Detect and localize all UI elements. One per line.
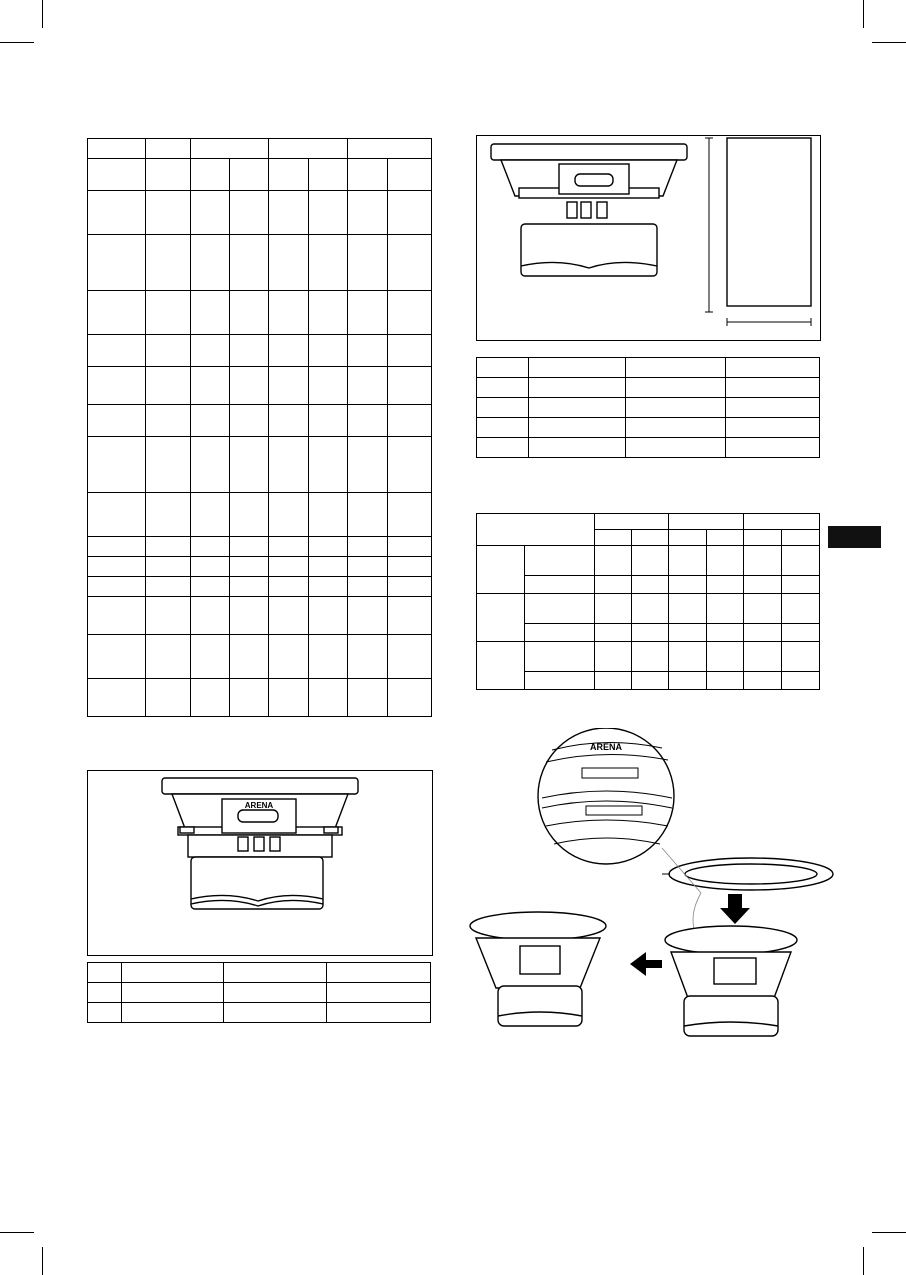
spec-row (88, 597, 432, 635)
spec-row (88, 235, 432, 291)
spec-row (88, 679, 432, 717)
speaker-side-drawing (88, 771, 432, 955)
spec-row (88, 367, 432, 405)
spec-row (88, 557, 432, 577)
magnified-logo-text: ARENA (589, 742, 623, 752)
speaker-logo-text: ARENA (244, 801, 274, 810)
arrow-left-icon (630, 952, 662, 976)
crop-mark (872, 42, 906, 43)
enclosure-figure-box (476, 135, 821, 341)
crop-mark (0, 42, 34, 43)
crop-mark (863, 1247, 864, 1275)
spec-row (88, 635, 432, 679)
spec-row (88, 493, 432, 537)
speaker-figure-box (87, 770, 433, 956)
config-table (476, 513, 820, 690)
spec-row (88, 577, 432, 597)
spec-row (88, 291, 432, 335)
spec-row (88, 405, 432, 437)
figure-table-left (87, 962, 431, 1023)
spec-header-row (88, 139, 432, 159)
figure-table-right (476, 357, 820, 458)
spec-row (88, 437, 432, 493)
crop-mark (42, 1247, 43, 1275)
crop-mark (872, 1232, 906, 1233)
spec-table (87, 138, 432, 717)
crop-mark (863, 0, 864, 28)
assembly-illustration (466, 728, 838, 1044)
spec-row (88, 159, 432, 191)
arrow-down-icon (720, 894, 750, 924)
crop-mark (0, 1232, 34, 1233)
section-tab (828, 526, 881, 548)
enclosure-drawing (477, 136, 820, 340)
spec-row (88, 191, 432, 235)
spec-row (88, 537, 432, 557)
spec-row (88, 335, 432, 367)
crop-mark (42, 0, 43, 28)
